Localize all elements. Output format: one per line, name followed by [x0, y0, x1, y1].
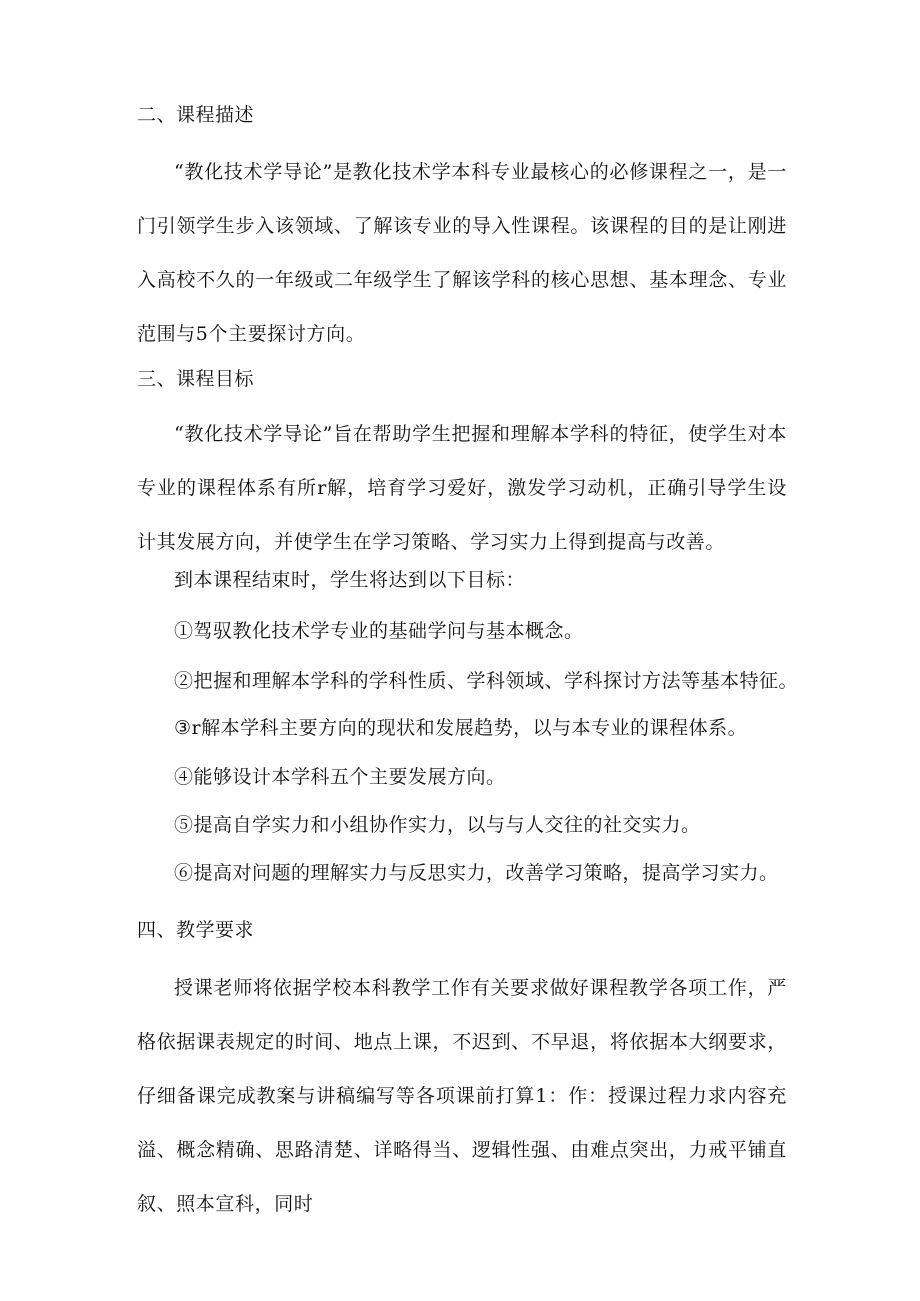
goal-item-4: ④能够设计本学科五个主要发展方向。	[174, 766, 506, 788]
goals-intro: 到本课程结束时，学生将达到以下目标：	[174, 569, 526, 591]
goal-item-1: ①驾驭教化技术学专业的基础学问与基本概念。	[174, 620, 584, 642]
goal-item-2: ②把握和理解本学科的学科性质、学科领域、学科探讨方法等基本特征。	[174, 670, 799, 692]
section-2-paragraph: “教化技术学导论”是教化技术学本科专业最核心的必修课程之一，是一门引领学生步入该领域、了解该专业的导入性课程。该课程的目的是让刚进入高校不久的一年级或二年级学生了解该学科的核心思想、基本理念、专业范围与5个主要探讨方向。	[137, 161, 787, 345]
goal-item-6: ⑥提高对问题的理解实力与反思实力，改善学习策略，提高学习实力。	[174, 862, 779, 884]
section-3-heading: 三、课程目标	[137, 368, 255, 390]
goal-item-5: ⑤提高自学实力和小组协作实力，以与与人交往的社交实力。	[174, 814, 701, 836]
section-4-paragraph: 授课老师将依据学校本科教学工作有关要求做好课程教学各项工作，严格依据课表规定的时间、地点上课，不迟到、不早退，将依据本大纲要求，仔细备课完成教案与讲稿编写等各项课前打算1：作：授课过程力求内容充溢、概念精确、思路清楚、详略得当、逻辑性强、由难点突出，力戒平铺直叙、照本宣科，同时	[137, 977, 787, 1215]
goal-item-3: ③r解本学科主要方向的现状和发展趋势，以与本专业的课程体系。	[174, 717, 748, 739]
section-2-heading: 二、课程描述	[137, 104, 255, 126]
section-4-heading: 四、教学要求	[137, 919, 255, 941]
section-3-paragraph: “教化技术学导论”旨在帮助学生把握和理解本学科的特征，使学生对本专业的课程体系有所r解，培育学习爱好，激发学习动机，正确引导学生设计其发展方向，并使学生在学习策略、学习实力上得到提高与改善。	[137, 423, 787, 553]
